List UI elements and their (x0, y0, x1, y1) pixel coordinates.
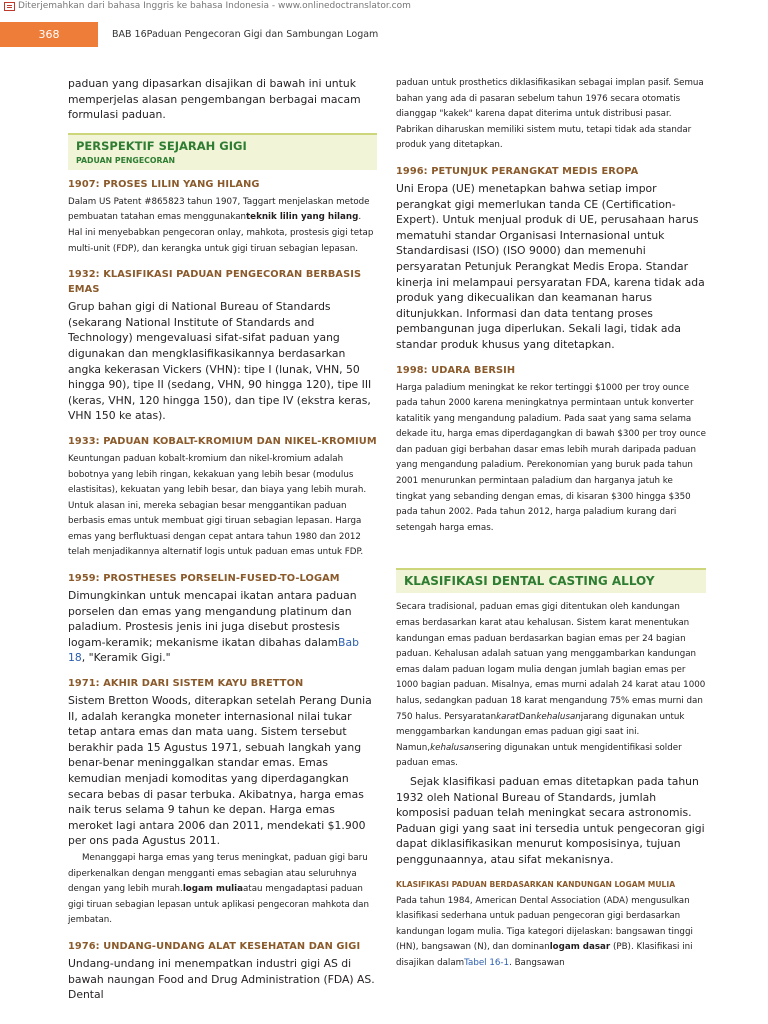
section-heading-1996: 1996: PETUNJUK PERANGKAT MEDIS EROPA (396, 165, 639, 177)
section-heading-1907: 1907: PROSES LILIN YANG HILANG (68, 178, 260, 190)
subsection-heading-noble-metal: KLASIFIKASI PADUAN BERDASARKAN KANDUNGAN LOGAM MULIA (396, 879, 676, 889)
section-heading-1933: 1933: PADUAN KOBALT-KROMIUM DAN NIKEL-KROMIUM (68, 435, 377, 447)
section-body-1971-p2: Menanggapi harga emas yang terus meningkat, paduan gigi baru diperkenalkan dengan mengganti emas sebagian atau seluruhnya dengan yang lebih murah.logam muliaatau mengadaptasi paduan gigi tiruan sebagian lepasan untuk aplikasi pengecoran mahkota dan jembatan. (68, 852, 369, 926)
classification-paragraph-2: Sejak klasifikasi paduan emas ditetapkan pada tahun 1932 oleh National Bureau of Standards, jumlah komposisi paduan telah meningkat secara astronomis. Paduan gigi yang saat ini tersedia untuk pengecoran gigi dapat diklasifikasikan menurut komposisinya, tujuan penggunaannya, atau sifat mekanisnya. (396, 774, 705, 866)
history-box-title: PERSPEKTIF SEJARAH GIGI (76, 138, 247, 153)
translation-banner-text[interactable]: Diterjemahkan dari bahasa Inggris ke bahasa Indonesia - www.onlinedoctranslator.com (18, 1, 411, 11)
left-column (68, 76, 377, 1003)
right-column (396, 76, 706, 972)
continued-paragraph: paduan untuk prosthetics diklasifikasikan sebagai implan pasif. Semua bahan yang ada di pasaran sebelum tahun 1976 secara otomatis dianggap "kakek" karena dapat diterima untuk distribusi pasar. Pabrikan diharuskan memiliki sistem mutu, tetapi tidak ada standar produk yang ditetapkan. (396, 78, 704, 151)
section-body-1971: Sistem Bretton Woods, diterapkan setelah Perang Dunia II, adalah kerangka moneter internasional nilai tukar tetap antara emas dan mata uang. Sistem tersebut berakhir pada 15 Agustus 1971, sebuah langkah yang benar-benar meninggalkan standar emas. Emas kemudian menjadi komoditas yang diperdagangkan secara bebas di pasar terbuka. Akibatnya, harga emas naik terus selama 9 tahun ke depan. Harga emas meroket lagi antara 2006 dan 2011, mendekati $1.900 per ons pada Agustus 2011. (68, 694, 372, 848)
classification-box-header (396, 568, 706, 593)
section-body-1996: Uni Eropa (UE) menetapkan bahwa setiap impor perangkat gigi memerlukan tanda CE (Certification-Expert). Untuk menjual produk di UE, perusahaan harus mematuhi standar Organisasi Internasional untuk Standardisasi (ISO) (ISO 9000) dan memenuhi persyaratan Petunjuk Perangkat Medis Eropa. Standar kinerja ini melampaui persyaratan FDA, karena tidak ada produk yang dikecualikan dan keamanan harus ditunjukkan. Informasi dan data tentang proses pembangunan juga diperlukan. Sekali lagi, tidak ada standar produk khusus yang ditetapkan. (396, 181, 705, 351)
translation-banner[interactable] (0, 0, 768, 14)
page-header (0, 22, 768, 47)
section-heading-1932: 1932: KLASIFIKASI PADUAN PENGECORAN BERBASIS EMAS (68, 269, 362, 296)
classification-box-title: KLASIFIKASI DENTAL CASTING ALLOY (404, 574, 655, 589)
subsection-body-noble-metal: Pada tahun 1984, American Dental Association (ADA) mengusulkan klasifikasi sederhana untuk paduan pengecoran gigi berdasarkan kandungan logam mulia. Tiga kategori dijelaskan: bangsawan tinggi (HN), bangsawan (N), dan dominanlogam dasar (PB). Klasifikasi ini disajikan dalamTabel 16-1. Bangsawan (396, 895, 693, 968)
section-heading-1998: 1998: UDARA BERSIH (396, 364, 516, 376)
section-body-1907: Dalam US Patent #865823 tahun 1907, Taggart menjelaskan metode pembuatan tatahan emas menggunakanteknik lilin yang hilang. Hal ini menyebabkan pengecoran onlay, mahkota, prostesis gigi tetap multi-unit (FDP), dan kerangka untuk gigi tiruan sebagian lepasan. (68, 196, 374, 254)
section-body-1998: Harga paladium meningkat ke rekor tertinggi $1000 per troy ounce pada tahun 2000 karena meningkatnya permintaan untuk konverter katalitik yang mengandung paladium. Pada saat yang sama selama dekade itu, harga emas diperdagangkan di bawah $300 per troy ounce dan paduan gigi berbahan dasar emas lebih murah daripada paduan yang mengandung paladium. Perekonomian yang buruk pada tahun 2001 menurunkan permintaan paladium dan harganya jatuh ke tingkat yang sebanding dengan emas, di kisaran $300 hingga $350 pada tahun 2002. Pada tahun 2012, harga paladium kurang dari setengah harga emas. (396, 382, 706, 533)
section-body-1933: Keuntungan paduan kobalt-kromium dan nikel-kromium adalah bobotnya yang lebih ringan, kekakuan yang lebih besar (modulus elastisitas), kekuatan yang lebih besar, dan biaya yang lebih murah. Untuk alasan ini, mereka sebagian besar menggantikan paduan berbasis emas untuk membuat gigi tiruan sebagian lepasan. Harga emas yang berfluktuasi dengan cepat antara tahun 1980 dan 2012 telah menjadikannya alternatif logis untuk paduan emas untuk FDP. (68, 453, 367, 558)
section-heading-1976: 1976: UNDANG-UNDANG ALAT KESEHATAN DAN GIGI (68, 940, 361, 952)
page-number: 368 (0, 22, 98, 47)
intro-paragraph: paduan yang dipasarkan disajikan di bawah ini untuk memperjelas alasan pengembangan berbagai macam formulasi paduan. (68, 77, 361, 122)
chapter-18-link[interactable]: Bab 18 (68, 635, 359, 665)
section-body-1932: Grup bahan gigi di National Bureau of Standards (sekarang National Institute of Standards and Technology) mengevaluasi sifat-sifat paduan yang digunakan dan mengklasifikasikannya berdasarkan angka kekerasan Vickers (VHN): tipe I (lunak, VHN, 50 hingga 90), tipe II (sedang, VHN, 90 hingga 120), tipe III (keras, VHN, 120 hingga 150), dan tipe IV (ekstra keras, VHN 150 ke atas). (68, 300, 372, 423)
document-icon (4, 2, 15, 11)
history-box-subtitle: PADUAN PENGECORAN (76, 155, 176, 165)
running-head: BAB 16Paduan Pengecoran Gigi dan Sambungan Logam (112, 29, 379, 40)
table-16-1-link[interactable]: Tabel 16-1 (464, 957, 510, 968)
section-heading-1971: 1971: AKHIR DARI SISTEM KAYU BRETTON (68, 678, 304, 690)
section-body-1959: Dimungkinkan untuk mencapai ikatan antara paduan porselen dan emas yang mengandung platinum dan paladium. Prostesis jenis ini juga disebut prostesis logam-keramik; mekanisme ikatan dibahas dalamBab 18, "Keramik Gigi." (68, 589, 359, 665)
history-box-header (68, 133, 377, 170)
section-body-1976: Undang-undang ini menempatkan industri gigi AS di bawah naungan Food and Drug Administration (FDA) AS. Dental (68, 956, 375, 1002)
classification-paragraph-1: Secara tradisional, paduan emas gigi ditentukan oleh kandungan emas berdasarkan karat atau kehalusan. Sistem karat menentukan kandungan emas paduan berdasarkan bagian emas per 24 bagian paduan. Kehalusan adalah satuan yang menggambarkan kandungan emas dalam paduan logam mulia dengan jumlah bagian emas per 1000 bagian paduan. Misalnya, emas murni adalah 24 karat atau 1000 halus, sedangkan paduan 18 karat mengandung 75% emas murni dan 750 halus. PersyaratankaratDankehalusanjarang digunakan untuk menggambarkan kandungan emas paduan gigi saat ini. Namun,kehalusansering digunakan untuk mengidentifikasi solder paduan emas. (396, 602, 706, 769)
section-heading-1959: 1959: PROSTHESES PORSELIN-FUSED-TO-LOGAM (68, 573, 340, 585)
